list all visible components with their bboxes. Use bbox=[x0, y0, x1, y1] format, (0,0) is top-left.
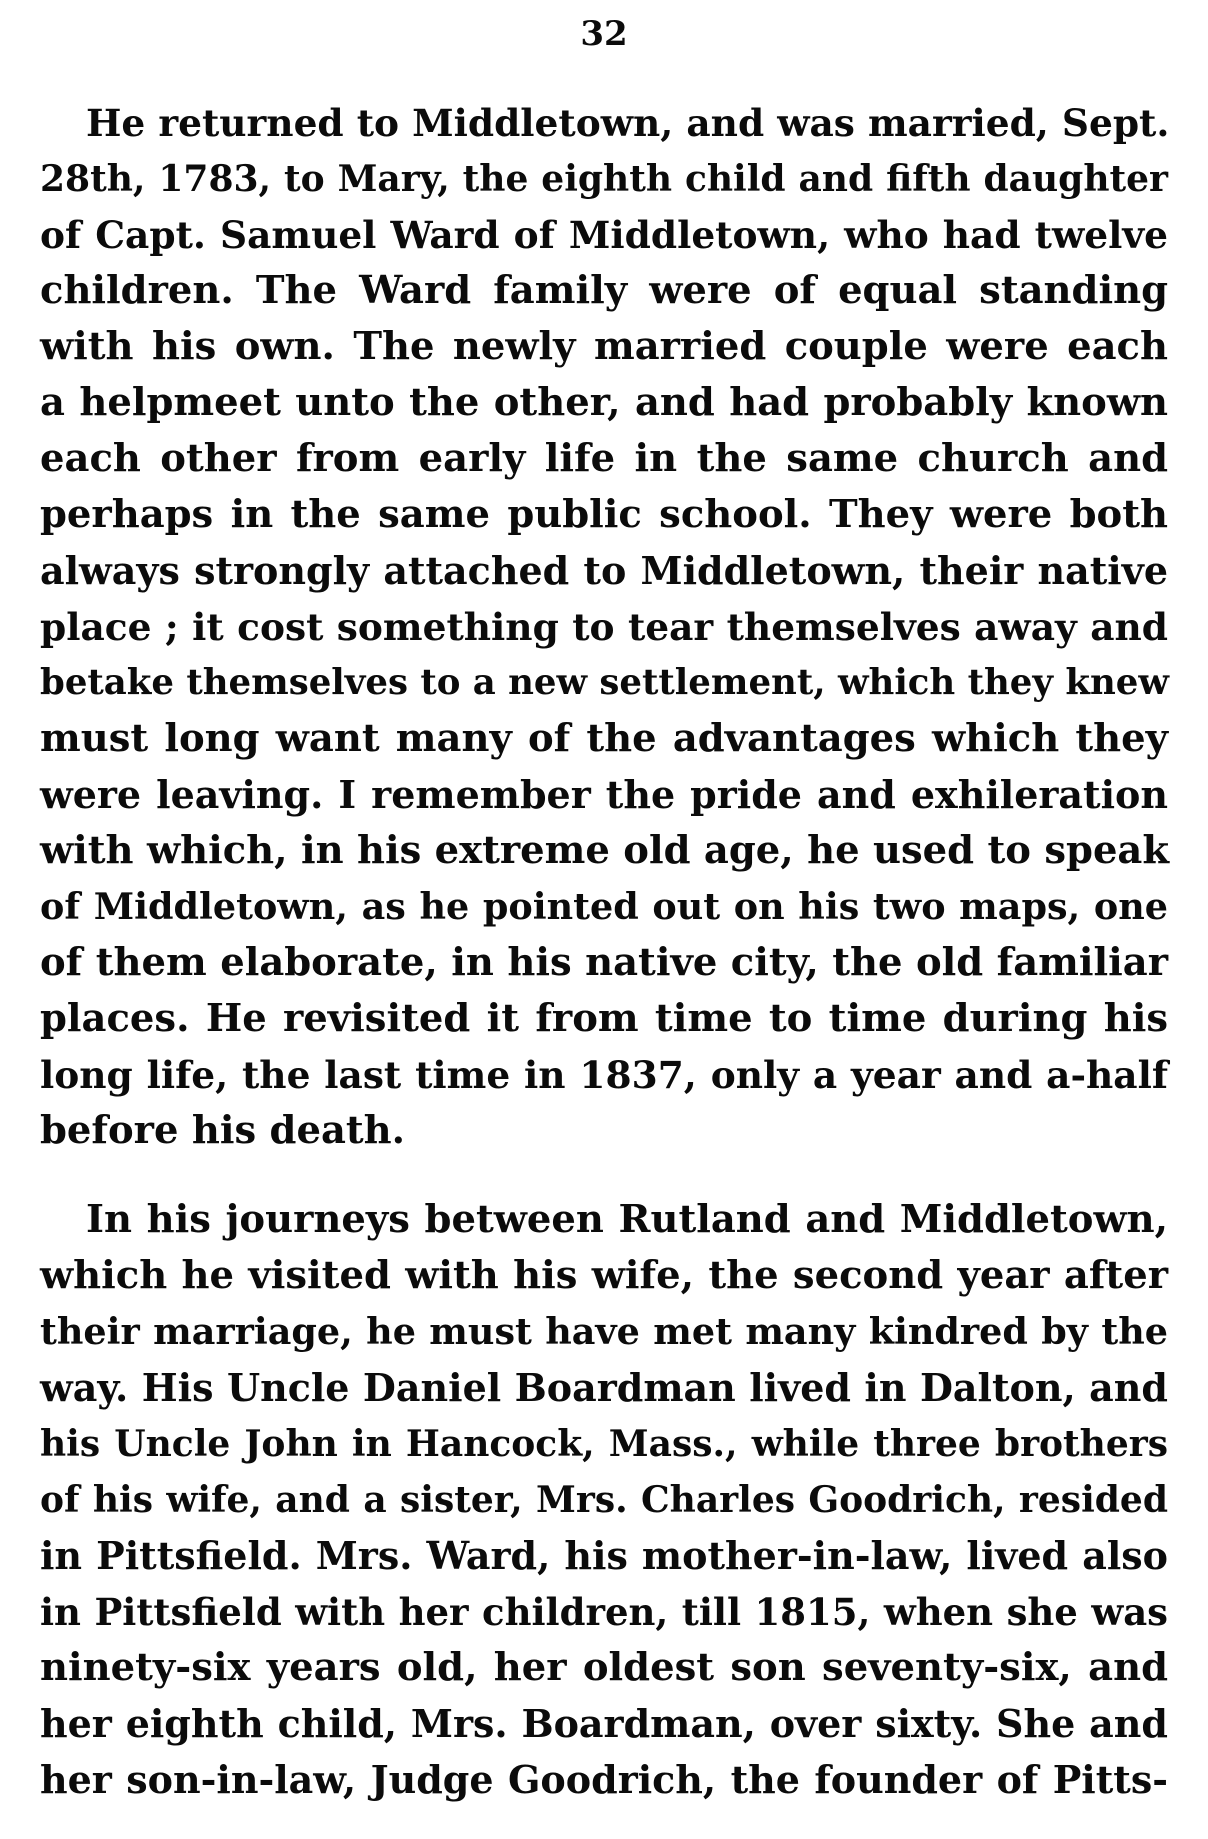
text-line: in Pittsfield. Mrs. Ward, his mother-in-law, lived also bbox=[40, 1533, 1168, 1578]
text-line: long life, the last time in 1837, only a year and a-half bbox=[40, 1053, 1168, 1097]
text-line: her son-in-law, Judge Goodrich, the founder of Pitts- bbox=[40, 1757, 1168, 1802]
paragraph-2 bbox=[40, 1192, 1168, 1808]
text-line: of Middletown, as he pointed out on his two maps, one bbox=[40, 885, 1168, 928]
text-line: were leaving. I remember the pride and exhileration bbox=[40, 772, 1168, 817]
text-line: her eighth child, Mrs. Boardman, over sixty. She and bbox=[40, 1701, 1168, 1746]
text-line: way. His Uncle Daniel Boardman lived in Dalton, and bbox=[40, 1365, 1168, 1410]
text-line: must long want many of the advantages which they bbox=[40, 716, 1168, 761]
text-line: always strongly attached to Middletown, their native bbox=[40, 548, 1168, 593]
text-line: betake themselves to a new settlement, which they knew bbox=[40, 662, 1169, 703]
text-line: children. The Ward family were of equal standing bbox=[40, 268, 1168, 313]
text-line: place ; it cost something to tear themselves away and bbox=[40, 605, 1168, 649]
text-line: of his wife, and a sister, Mrs. Charles Goodrich, resided bbox=[40, 1479, 1168, 1521]
text-line: his Uncle John in Hancock, Mass., while three brothers bbox=[40, 1423, 1168, 1465]
text-line: with which, in his extreme old age, he used to speak bbox=[40, 828, 1170, 873]
text-line: with his own. The newly married couple were each bbox=[40, 324, 1168, 369]
text-line: In his journeys between Rutland and Middletown, bbox=[86, 1197, 1168, 1242]
text-line: ninety-six years old, her oldest son seventy-six, and bbox=[40, 1645, 1168, 1690]
text-line: their marriage, he must have met many kindred by the bbox=[40, 1310, 1168, 1353]
text-line: in Pittsfield with her children, till 1815, when she was bbox=[40, 1590, 1168, 1634]
text-line: a helpmeet unto the other, and had probably known bbox=[40, 380, 1168, 425]
paragraph-1 bbox=[40, 95, 1168, 1159]
text-line: of them elaborate, in his native city, the old familiar bbox=[40, 940, 1168, 985]
text-line: He returned to Middletown, and was married, Sept. bbox=[86, 101, 1170, 145]
text-line: perhaps in the same public school. They were both bbox=[40, 492, 1168, 537]
text-line: which he visited with his wife, the second year after bbox=[40, 1253, 1168, 1298]
page-number: 32 bbox=[580, 14, 628, 54]
text-line: of Capt. Samuel Ward of Middletown, who had twelve bbox=[40, 213, 1168, 257]
text-line: 28th, 1783, to Mary, the eighth child and fifth daughter bbox=[40, 158, 1168, 200]
text-line: each other from early life in the same church and bbox=[40, 436, 1168, 481]
text-line: places. He revisited it from time to time during his bbox=[40, 996, 1168, 1041]
text-line: before his death. bbox=[40, 1108, 406, 1153]
